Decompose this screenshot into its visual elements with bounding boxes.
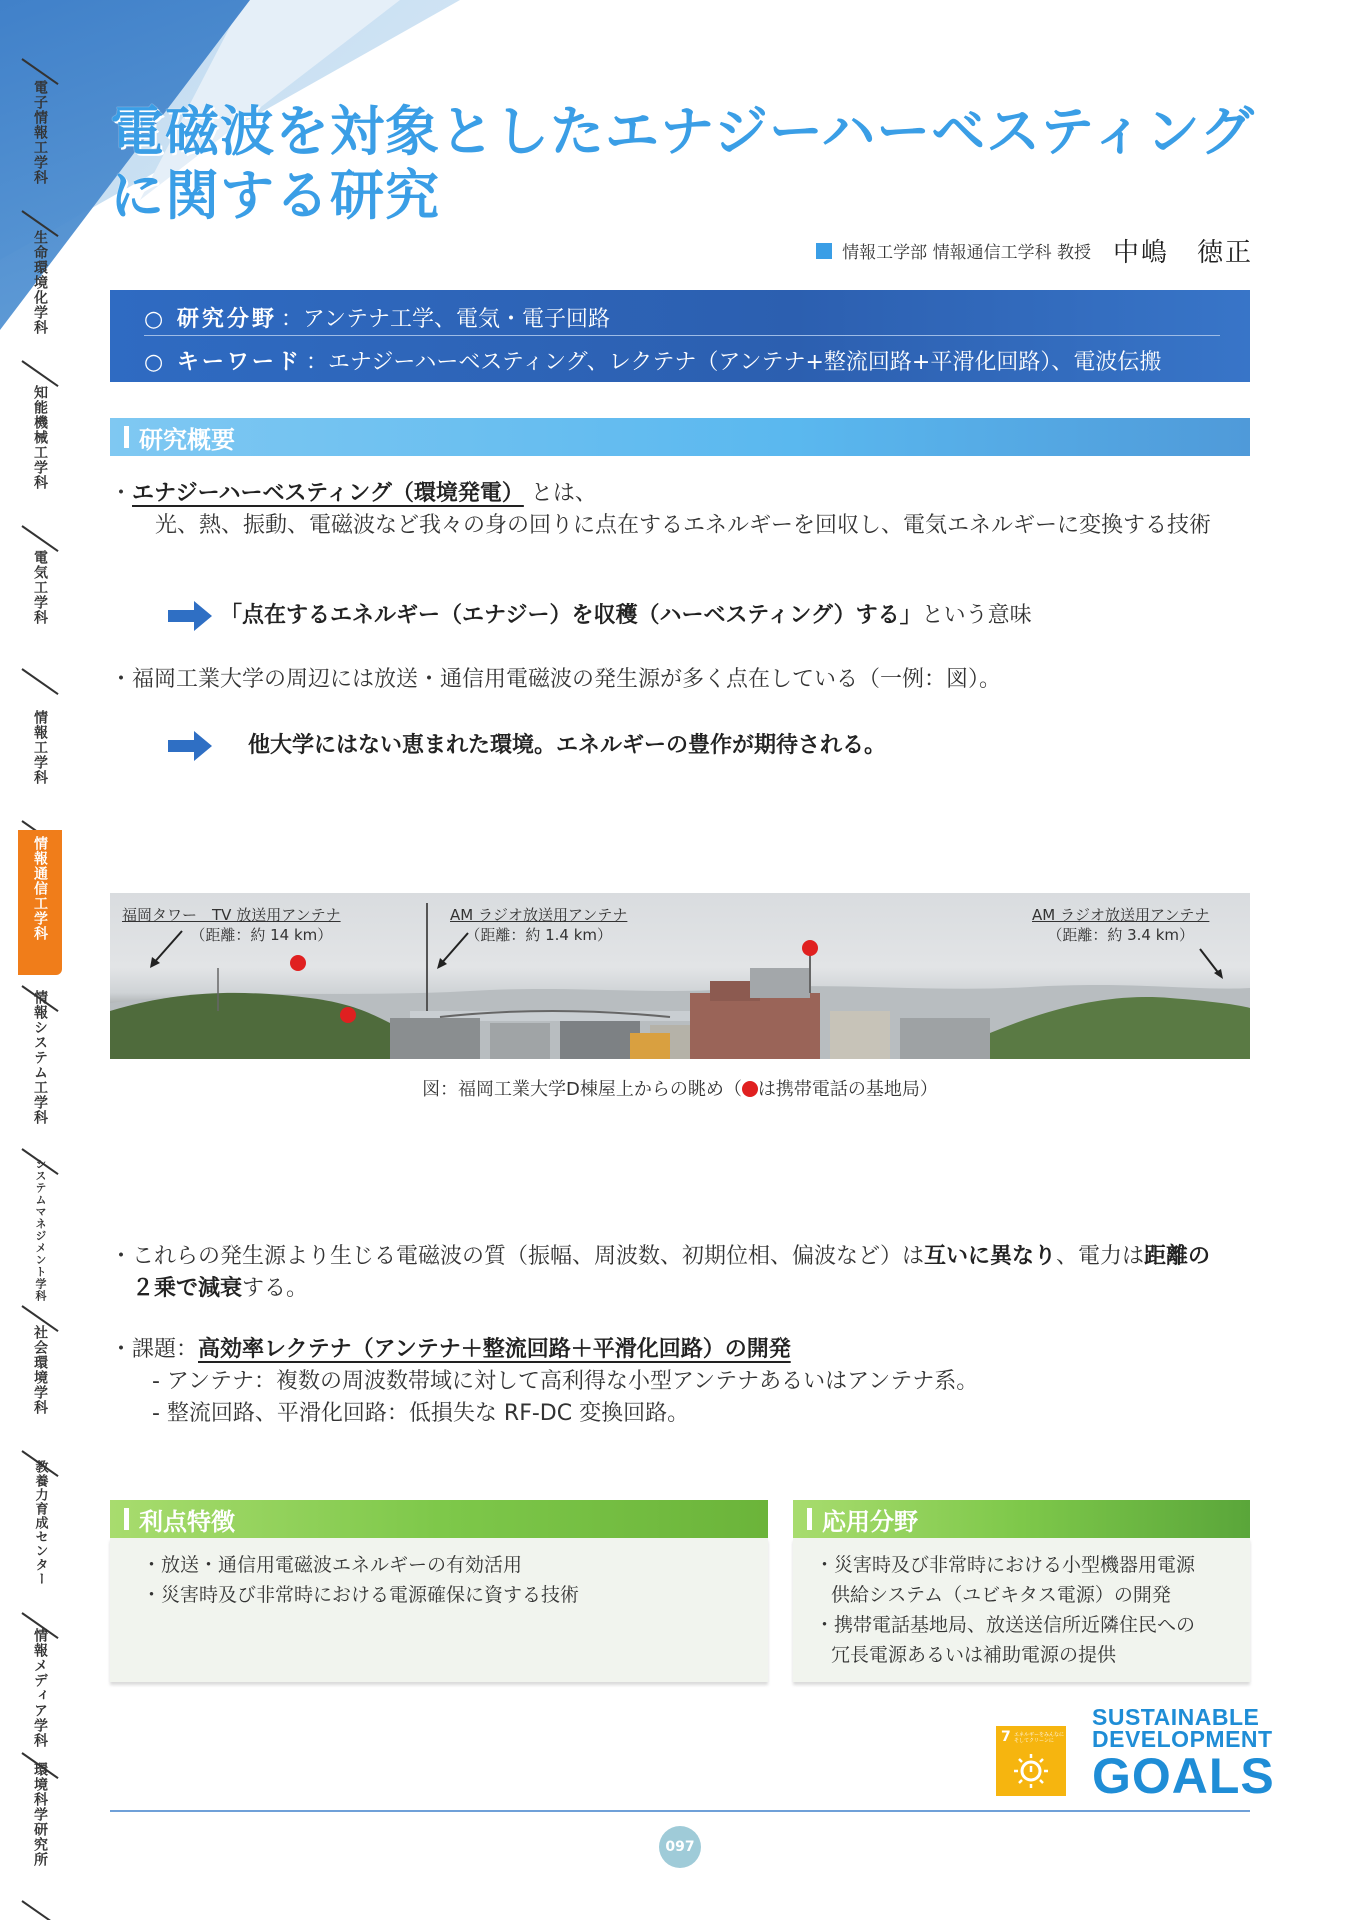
- arrow-statement-1: [220, 600, 1032, 632]
- p3-text-a: ・これらの発生源より生じる電磁波の質（振幅、周波数、初期位相、偏波など）は: [110, 1244, 925, 1269]
- applications-header-label: 応用分野: [822, 1507, 918, 1536]
- sidenav-item-label: 情報メディア学科: [32, 1628, 48, 1748]
- department-sidenav: [18, 40, 62, 1920]
- sidenav-item-label: 社会環境学科: [32, 1325, 48, 1415]
- arrow-statement-1-rest: という意味: [921, 603, 1032, 628]
- p3-emphasis-square: ２乗で減衰: [132, 1276, 243, 1301]
- sun-power-icon: [996, 1726, 1066, 1796]
- photo-label-fukuoka-tower: [122, 905, 341, 945]
- right-arrow-icon: [168, 601, 212, 631]
- merits-header-label: 利点特徴: [139, 1507, 235, 1536]
- photo-label-am-radio-far: [1032, 905, 1209, 945]
- red-dot-icon: [742, 1081, 758, 1097]
- sdg-logo-line-3: GOALS: [1092, 1748, 1275, 1804]
- nav-divider: [21, 525, 58, 552]
- base-station-marker: [340, 1007, 356, 1023]
- overview-header-label: 研究概要: [139, 425, 235, 454]
- application-item-continued: 供給システム（ユビキタス電源）の開発: [831, 1584, 1171, 1606]
- overview-paragraph-1-line-2: 光、熱、振動、電磁波など我々の身の回りに点在するエネルギーを回収し、電気エネルギーに変換する技術: [155, 513, 1212, 538]
- overview-paragraph-3-line-2: [132, 1273, 308, 1305]
- overview-paragraph-4: [110, 1334, 791, 1366]
- page-title: [110, 100, 1270, 228]
- energy-harvesting-term: エナジーハーベスティング（環境発電）: [132, 481, 524, 506]
- photo-label-title: AM ラジオ放送用アンテナ: [450, 906, 628, 924]
- overview-p1-rest: とは、: [530, 481, 597, 506]
- merit-item: ・災害時及び非常時における電源確保に資する技術: [142, 1584, 580, 1606]
- sidenav-item-info-eng[interactable]: [18, 710, 62, 785]
- research-field-key: ○ 研究分野: [144, 307, 277, 332]
- sidenav-item-label: 情報通信工学科: [32, 836, 48, 941]
- p4-challenge: 高効率レクテナ（アンテナ＋整流回路＋平滑化回路）の開発: [198, 1337, 791, 1362]
- author-info: [816, 232, 1253, 269]
- nav-divider: [21, 1900, 58, 1920]
- nav-divider: [21, 668, 58, 695]
- sidenav-item-label: 電子情報工学科: [32, 80, 48, 185]
- keyword-row: [144, 345, 1161, 376]
- sdg-logo-line-1: SUSTAINABLE: [1092, 1704, 1260, 1730]
- sidenav-item-label: 生命環境化学科: [32, 230, 48, 335]
- nav-divider: [21, 360, 58, 387]
- p3-emphasis-differ: 互いに異なり: [924, 1244, 1057, 1269]
- merits-section-header: [110, 1500, 768, 1538]
- author-department: 情報工学部 情報通信工学科 教授: [842, 243, 1091, 263]
- header-bar-icon: [807, 1508, 812, 1530]
- sdg-goal-7-icon: [996, 1726, 1066, 1796]
- application-item: ・携帯電話基地局、放送送信所近隣住民への: [815, 1614, 1196, 1636]
- sdg-goal-text-line-2: そしてクリーンに: [1014, 1738, 1054, 1744]
- sidenav-item-social-env[interactable]: [18, 1325, 62, 1415]
- overview-paragraph-3: [110, 1241, 1210, 1273]
- photo-label-distance: （距離：約 14 km）: [190, 926, 333, 944]
- caption-text-a: 図：福岡工業大学D棟屋上からの眺め（: [422, 1079, 742, 1100]
- photo-label-title: AM ラジオ放送用アンテナ: [1032, 906, 1210, 924]
- title-line-2: に関する研究: [110, 164, 440, 227]
- p4-label: ・課題：: [110, 1337, 199, 1362]
- p3-text-c: 、電力は: [1056, 1244, 1145, 1269]
- applications-section-header: [793, 1500, 1250, 1538]
- overview-section-header: [110, 418, 1250, 456]
- arrow-statement-1-bold: 「点在するエネルギー（エナジー）を収穫（ハーベスティング）する」: [220, 603, 922, 628]
- keyword-value: ：エナジーハーベスティング、レクテナ（アンテナ+整流回路+平滑化回路）、電波伝搬: [305, 350, 1162, 375]
- author-name: 中嶋 徳正: [1112, 238, 1253, 268]
- overview-paragraph-2: ・福岡工業大学の周辺には放送・通信用電磁波の発生源が多く点在している（一例：図）。: [110, 667, 1002, 692]
- research-field-box: [110, 290, 1250, 382]
- sidenav-item-label: 知能機械工学科: [32, 385, 48, 490]
- sidenav-item-electronic-info[interactable]: [18, 80, 62, 185]
- field-divider: [144, 335, 1220, 336]
- merits-panel: [110, 1538, 768, 1682]
- campus-rooftop-photo: [110, 893, 1250, 1059]
- sidenav-item-label: 教養力育成センター: [32, 1460, 48, 1586]
- sidenav-item-sys-management[interactable]: [18, 1158, 62, 1302]
- photo-caption: [110, 1075, 1250, 1101]
- photo-label-title: 福岡タワー TV 放送用アンテナ: [122, 906, 341, 924]
- photo-label-am-radio-near: [450, 905, 627, 945]
- sidenav-item-label: 環境科学研究所: [32, 1762, 48, 1867]
- sidenav-item-intelligent-mech[interactable]: [18, 385, 62, 490]
- merit-item: ・放送・通信用電磁波エネルギーの有効活用: [142, 1554, 523, 1576]
- p4-sub-item-antenna: - アンテナ：複数の周波数帯域に対して高利得な小型アンテナあるいはアンテナ系。: [152, 1369, 979, 1394]
- p4-sub-item-rectifier: - 整流回路、平滑化回路：低損失な RF-DC 変換回路。: [152, 1401, 690, 1426]
- right-arrow-icon: [168, 731, 212, 761]
- page-number: 097: [659, 1826, 701, 1868]
- application-item-continued: 冗長電源あるいは補助電源の提供: [831, 1644, 1117, 1666]
- arrow-statement-2: 他大学にはない恵まれた環境。エネルギーの豊作が期待される。: [248, 733, 887, 758]
- sidenav-item-liberal-arts[interactable]: [18, 1460, 62, 1586]
- sidenav-item-env-science[interactable]: [18, 1762, 62, 1867]
- photo-label-distance: （距離：約 1.4 km）: [465, 926, 613, 944]
- sidenav-item-label: 電気工学科: [32, 550, 48, 625]
- applications-panel: [793, 1538, 1250, 1682]
- p3-emphasis-distance: 距離の: [1144, 1244, 1211, 1269]
- sidenav-item-label: システムマネジメント学科: [34, 1158, 47, 1302]
- sdg-goal-number: 7: [1001, 1729, 1011, 1745]
- sidenav-item-label: 情報システム工学科: [32, 990, 48, 1125]
- keyword-key: ○ キーワード: [144, 350, 302, 375]
- sidenav-item-info-systems[interactable]: [18, 990, 62, 1125]
- sdg-goal-text-line-1: エネルギーをみんなに: [1014, 1732, 1065, 1738]
- photo-label-distance: （距離：約 3.4 km）: [1047, 926, 1195, 944]
- title-line-1: 電磁波を対象としたエナジーハーベスティング: [110, 100, 1255, 163]
- base-station-marker: [802, 940, 818, 956]
- sdg-logo-line-2: DEVELOPMENT: [1092, 1726, 1273, 1752]
- sidenav-item-electrical[interactable]: [18, 550, 62, 625]
- header-bar-icon: [124, 1508, 129, 1530]
- research-field-row: [144, 302, 610, 333]
- overview-paragraph-1: ・エナジーハーベスティング（環境発電） とは、: [110, 481, 597, 506]
- sidenav-item-life-env-chem[interactable]: [18, 230, 62, 335]
- bullet-square-icon: [816, 243, 832, 259]
- sdg-logo: [1092, 1706, 1275, 1802]
- caption-text-b: は携帯電話の基地局）: [757, 1079, 938, 1100]
- application-item: ・災害時及び非常時における小型機器用電源: [815, 1554, 1196, 1576]
- base-station-marker: [290, 955, 306, 971]
- footer-divider: [110, 1810, 1250, 1812]
- sidenav-item-label: 情報工学科: [32, 710, 48, 785]
- sidenav-item-info-comm[interactable]: [18, 830, 62, 975]
- sidenav-item-info-media[interactable]: [18, 1628, 62, 1748]
- research-field-value: ：アンテナ工学、電気・電子回路: [280, 307, 610, 332]
- header-bar-icon: [124, 426, 129, 448]
- p3-text-f: する。: [242, 1276, 309, 1301]
